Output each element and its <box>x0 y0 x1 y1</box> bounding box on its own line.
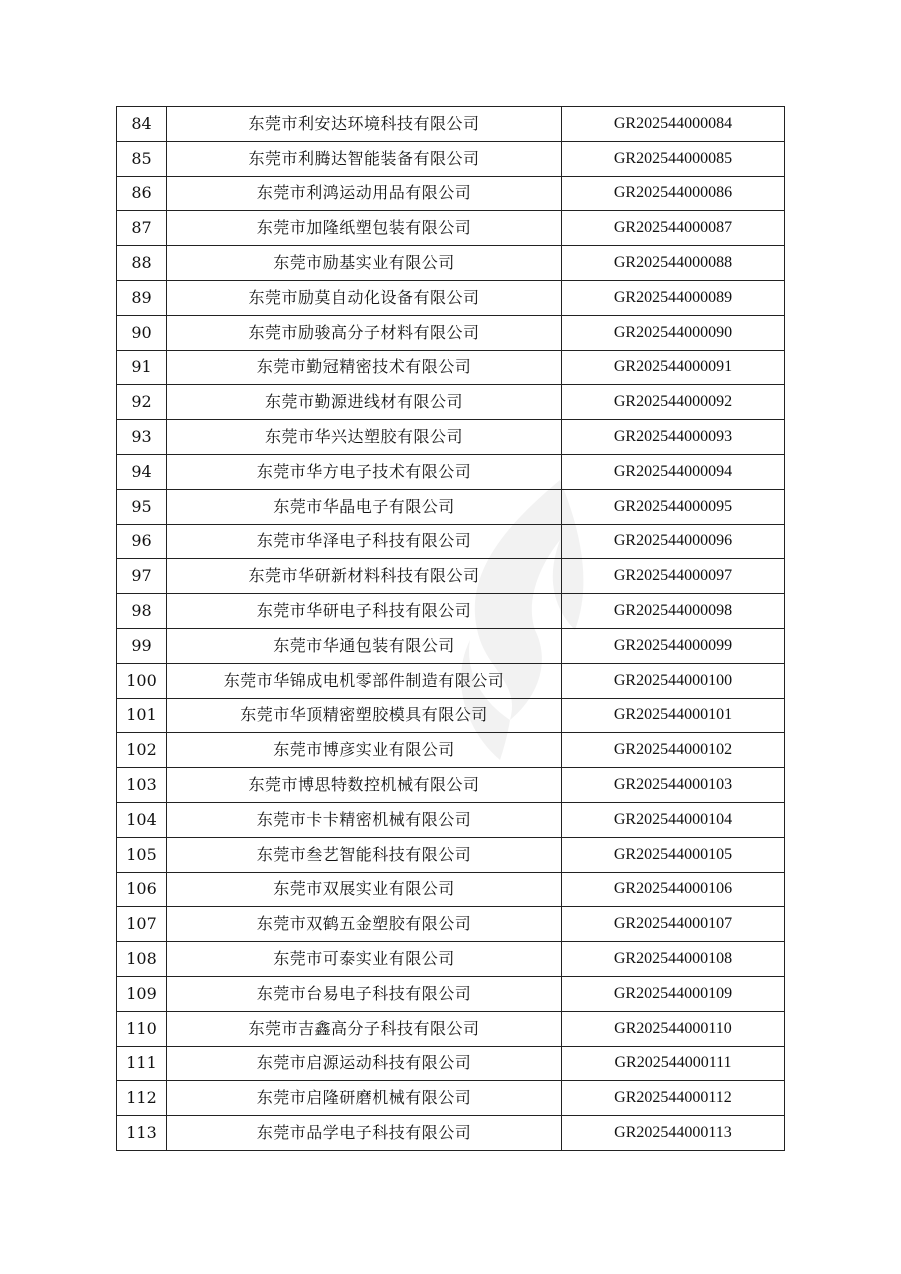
row-number: 109 <box>117 976 167 1011</box>
certificate-code: GR202544000103 <box>562 768 785 803</box>
table-row <box>117 176 785 211</box>
certificate-code: GR202544000102 <box>562 733 785 768</box>
certificate-code: GR202544000087 <box>562 211 785 246</box>
table-row <box>117 211 785 246</box>
company-name: 东莞市华兴达塑胶有限公司 <box>167 420 562 455</box>
table-row <box>117 594 785 629</box>
company-name: 东莞市启源运动科技有限公司 <box>167 1046 562 1081</box>
company-name: 东莞市叁艺智能科技有限公司 <box>167 837 562 872</box>
table-row <box>117 768 785 803</box>
company-name: 东莞市卡卡精密机械有限公司 <box>167 802 562 837</box>
table-row <box>117 1081 785 1116</box>
row-number: 103 <box>117 768 167 803</box>
certificate-code: GR202544000098 <box>562 594 785 629</box>
row-number: 110 <box>117 1011 167 1046</box>
table-row <box>117 524 785 559</box>
certificate-code: GR202544000091 <box>562 350 785 385</box>
table-row <box>117 1011 785 1046</box>
row-number: 95 <box>117 489 167 524</box>
certificate-code: GR202544000104 <box>562 802 785 837</box>
row-number: 91 <box>117 350 167 385</box>
company-name: 东莞市品学电子科技有限公司 <box>167 1116 562 1151</box>
table-row <box>117 942 785 977</box>
certificate-code: GR202544000095 <box>562 489 785 524</box>
certificate-code: GR202544000106 <box>562 872 785 907</box>
table-row <box>117 315 785 350</box>
certificate-code: GR202544000090 <box>562 315 785 350</box>
company-name: 东莞市可泰实业有限公司 <box>167 942 562 977</box>
row-number: 90 <box>117 315 167 350</box>
row-number: 92 <box>117 385 167 420</box>
row-number: 86 <box>117 176 167 211</box>
company-list-table <box>116 106 785 1151</box>
certificate-code: GR202544000088 <box>562 246 785 281</box>
table-row <box>117 698 785 733</box>
row-number: 107 <box>117 907 167 942</box>
company-name: 东莞市台易电子科技有限公司 <box>167 976 562 1011</box>
certificate-code: GR202544000086 <box>562 176 785 211</box>
company-name: 东莞市华晶电子有限公司 <box>167 489 562 524</box>
table-row <box>117 454 785 489</box>
certificate-code: GR202544000097 <box>562 559 785 594</box>
row-number: 87 <box>117 211 167 246</box>
certificate-code: GR202544000100 <box>562 663 785 698</box>
company-name: 东莞市启隆研磨机械有限公司 <box>167 1081 562 1116</box>
row-number: 99 <box>117 628 167 663</box>
certificate-code: GR202544000085 <box>562 141 785 176</box>
row-number: 98 <box>117 594 167 629</box>
company-name: 东莞市励骏高分子材料有限公司 <box>167 315 562 350</box>
company-name: 东莞市励基实业有限公司 <box>167 246 562 281</box>
table-row <box>117 489 785 524</box>
table-row <box>117 559 785 594</box>
certificate-code: GR202544000093 <box>562 420 785 455</box>
certificate-code: GR202544000094 <box>562 454 785 489</box>
company-name: 东莞市华锦成电机零部件制造有限公司 <box>167 663 562 698</box>
company-name: 东莞市双展实业有限公司 <box>167 872 562 907</box>
certificate-code: GR202544000112 <box>562 1081 785 1116</box>
company-name: 东莞市利鸿运动用品有限公司 <box>167 176 562 211</box>
table-row <box>117 837 785 872</box>
certificate-code: GR202544000101 <box>562 698 785 733</box>
company-name: 东莞市加隆纸塑包装有限公司 <box>167 211 562 246</box>
company-name: 东莞市华方电子技术有限公司 <box>167 454 562 489</box>
certificate-code: GR202544000089 <box>562 280 785 315</box>
row-number: 111 <box>117 1046 167 1081</box>
row-number: 113 <box>117 1116 167 1151</box>
company-name: 东莞市励莫自动化设备有限公司 <box>167 280 562 315</box>
certificate-code: GR202544000096 <box>562 524 785 559</box>
company-name: 东莞市利腾达智能装备有限公司 <box>167 141 562 176</box>
company-name: 东莞市博思特数控机械有限公司 <box>167 768 562 803</box>
row-number: 104 <box>117 802 167 837</box>
company-name: 东莞市华泽电子科技有限公司 <box>167 524 562 559</box>
company-name: 东莞市博彦实业有限公司 <box>167 733 562 768</box>
row-number: 89 <box>117 280 167 315</box>
table-row <box>117 733 785 768</box>
certificate-code: GR202544000113 <box>562 1116 785 1151</box>
table-row <box>117 872 785 907</box>
row-number: 97 <box>117 559 167 594</box>
table-body <box>117 107 785 1151</box>
company-name: 东莞市吉鑫高分子科技有限公司 <box>167 1011 562 1046</box>
certificate-code: GR202544000107 <box>562 907 785 942</box>
company-name: 东莞市勤冠精密技术有限公司 <box>167 350 562 385</box>
table-row <box>117 385 785 420</box>
row-number: 88 <box>117 246 167 281</box>
company-name: 东莞市利安达环境科技有限公司 <box>167 107 562 142</box>
row-number: 96 <box>117 524 167 559</box>
certificate-code: GR202544000105 <box>562 837 785 872</box>
table-row <box>117 246 785 281</box>
certificate-code: GR202544000099 <box>562 628 785 663</box>
table-row <box>117 802 785 837</box>
row-number: 105 <box>117 837 167 872</box>
row-number: 94 <box>117 454 167 489</box>
certificate-code: GR202544000084 <box>562 107 785 142</box>
company-name: 东莞市华通包装有限公司 <box>167 628 562 663</box>
row-number: 85 <box>117 141 167 176</box>
table-row <box>117 907 785 942</box>
row-number: 84 <box>117 107 167 142</box>
table-row <box>117 420 785 455</box>
table-row <box>117 976 785 1011</box>
certificate-code: GR202544000092 <box>562 385 785 420</box>
certificate-code: GR202544000108 <box>562 942 785 977</box>
table-row <box>117 1046 785 1081</box>
company-name: 东莞市勤源进线材有限公司 <box>167 385 562 420</box>
table-row <box>117 350 785 385</box>
table-row <box>117 663 785 698</box>
company-name: 东莞市华顶精密塑胶模具有限公司 <box>167 698 562 733</box>
company-name: 东莞市华研新材料科技有限公司 <box>167 559 562 594</box>
row-number: 100 <box>117 663 167 698</box>
row-number: 108 <box>117 942 167 977</box>
company-name: 东莞市双鹤五金塑胶有限公司 <box>167 907 562 942</box>
company-name: 东莞市华研电子科技有限公司 <box>167 594 562 629</box>
row-number: 101 <box>117 698 167 733</box>
row-number: 93 <box>117 420 167 455</box>
table-row <box>117 1116 785 1151</box>
row-number: 102 <box>117 733 167 768</box>
certificate-code: GR202544000110 <box>562 1011 785 1046</box>
row-number: 112 <box>117 1081 167 1116</box>
table-row <box>117 141 785 176</box>
table-row <box>117 107 785 142</box>
table-row <box>117 280 785 315</box>
table-row <box>117 628 785 663</box>
certificate-code: GR202544000109 <box>562 976 785 1011</box>
certificate-code: GR202544000111 <box>562 1046 785 1081</box>
row-number: 106 <box>117 872 167 907</box>
